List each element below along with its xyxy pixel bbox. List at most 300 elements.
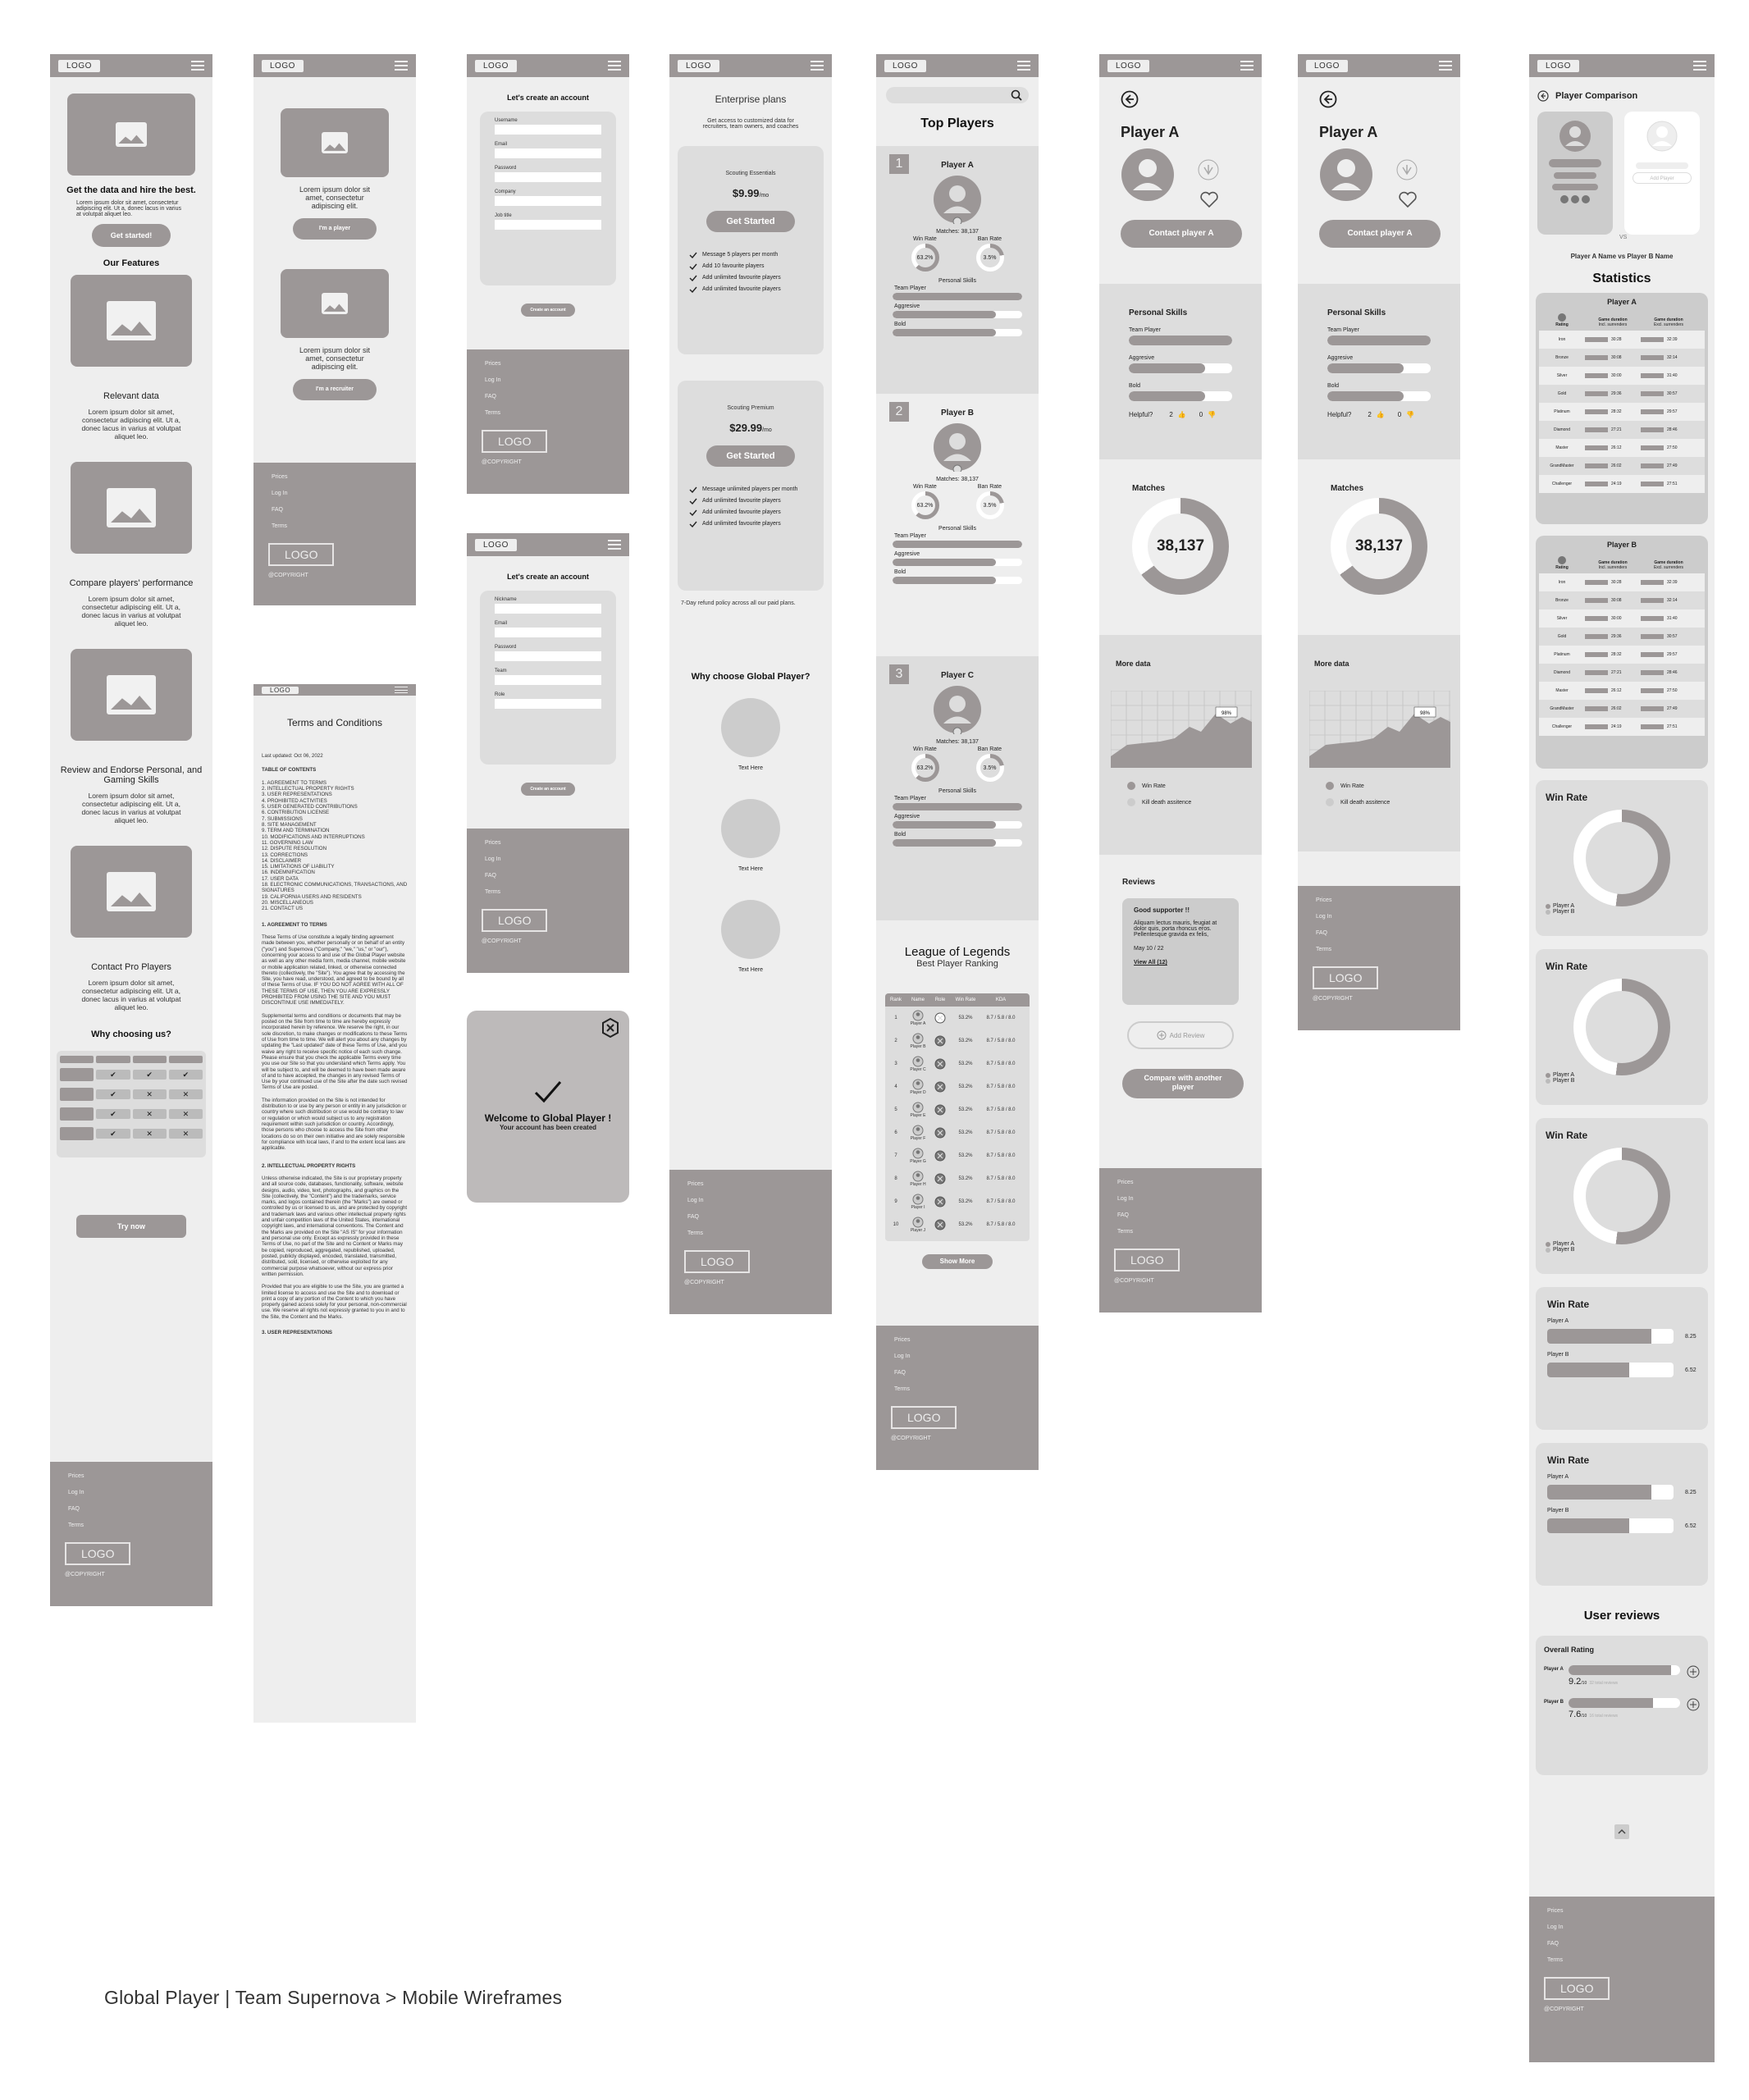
top-bar xyxy=(1529,54,1715,77)
plan-feature: Add unlimited favourite players xyxy=(702,286,781,292)
duration-incl: 30:28 xyxy=(1611,580,1622,585)
row-kda: 8.7 / 5.8 / 8.0 xyxy=(986,1153,1016,1158)
footer-link[interactable]: Prices xyxy=(687,1181,704,1187)
add-player-button[interactable]: Add Player xyxy=(1633,172,1692,184)
footer xyxy=(1529,1897,1715,2062)
stats-row xyxy=(1539,331,1705,349)
rating-bar xyxy=(1569,1665,1680,1675)
menu-icon[interactable] xyxy=(1240,61,1254,71)
logo[interactable]: LOGO xyxy=(262,60,304,72)
duration-incl: 24:19 xyxy=(1611,724,1622,729)
duration-incl: 27:21 xyxy=(1611,427,1622,432)
menu-icon[interactable] xyxy=(608,540,621,550)
plan-price: $29.99 xyxy=(729,422,763,434)
toc-item[interactable]: 14. DISCLAIMER xyxy=(262,857,302,864)
landing-frame xyxy=(50,54,212,1606)
player-name: Player A xyxy=(941,161,974,170)
footer-link[interactable]: Prices xyxy=(272,474,288,480)
toc-item[interactable]: 5. USER GENERATED CONTRIBUTIONS xyxy=(262,804,358,810)
bar-label: Player B xyxy=(1547,1508,1569,1513)
rating-player: Player B xyxy=(1544,1700,1564,1705)
skill-bar xyxy=(893,577,1022,584)
field-label: Nickname xyxy=(495,597,517,602)
helpful-down-count: 0 xyxy=(1199,411,1203,418)
toc-list xyxy=(262,780,408,912)
tier-label: Silver xyxy=(1556,616,1568,621)
logo[interactable]: LOGO xyxy=(475,60,517,72)
footer-logo[interactable]: LOGO xyxy=(482,909,547,932)
tier-label: Platinum xyxy=(1554,652,1570,657)
menu-icon[interactable] xyxy=(395,61,408,71)
text-input[interactable] xyxy=(495,628,601,637)
contact-player-button[interactable]: Contact player A xyxy=(1319,220,1441,248)
footer xyxy=(253,463,416,605)
skill-bar xyxy=(1129,363,1232,373)
section-title: 1. AGREEMENT TO TERMS xyxy=(262,921,327,928)
stats-row xyxy=(1539,475,1705,493)
row-name: Player F xyxy=(910,1136,926,1141)
skills-title: Personal Skills xyxy=(1129,308,1188,317)
table-row[interactable] xyxy=(885,1029,1030,1052)
stats-row xyxy=(1539,609,1705,628)
tier-label: Challenger xyxy=(1551,724,1573,729)
footer-link[interactable]: Terms xyxy=(1316,947,1332,952)
helpful-label: Helpful? xyxy=(1327,411,1352,418)
duration-excl: 32:14 xyxy=(1667,598,1678,603)
top-title: Top Players xyxy=(920,116,994,130)
footer-logo[interactable]: LOGO xyxy=(268,543,334,566)
menu-icon[interactable] xyxy=(608,61,621,71)
tier-label: Iron xyxy=(1558,580,1566,585)
plan-price: $9.99 xyxy=(732,187,760,199)
legend-item: Player A xyxy=(1553,1072,1575,1078)
win-rate-label: Win Rate xyxy=(913,484,937,490)
footer-link[interactable]: FAQ xyxy=(1547,1941,1559,1947)
toc-item[interactable]: 15. LIMITATIONS OF LIABILITY xyxy=(262,864,335,870)
plans-title: Enterprise plans xyxy=(715,94,787,105)
tier-label: Iron xyxy=(1558,337,1566,342)
rating-player: Player A xyxy=(1544,1667,1564,1672)
enterprise-frame xyxy=(669,54,832,1314)
legend-item: Player A xyxy=(1553,903,1575,909)
plan-feature: Add unlimited favourite players xyxy=(702,275,781,281)
toc-item[interactable]: 13. CORRECTIONS xyxy=(262,851,308,858)
footer-link[interactable]: Prices xyxy=(1547,1908,1564,1914)
role-icon xyxy=(929,1058,951,1070)
recruiter-text: Lorem ipsum dolor sit amet, consectetur adipiscing elit. xyxy=(299,346,371,371)
stats-row xyxy=(1539,367,1705,385)
table-row[interactable] xyxy=(885,1167,1030,1190)
signup-player-frame xyxy=(467,533,629,973)
footer-link[interactable]: Terms xyxy=(687,1230,704,1236)
row-player xyxy=(906,1194,929,1210)
toc-item[interactable]: 12. DISPUTE RESOLUTION xyxy=(262,846,327,852)
skill-label: Team Player xyxy=(894,796,926,801)
row-rank: 7 xyxy=(894,1153,897,1158)
feature-text: Lorem ipsum dolor sit amet, consectetur adipiscing elit. Ut a, donec lacus in varius at volutpat aliquet leo. xyxy=(81,595,181,628)
logo[interactable]: LOGO xyxy=(1306,60,1348,72)
user-reviews-title: User reviews xyxy=(1583,1609,1660,1623)
footer-link[interactable]: Prices xyxy=(1316,897,1332,903)
text-input[interactable] xyxy=(495,604,601,614)
duration-excl: 32:39 xyxy=(1667,337,1678,342)
league-sub: Best Player Ranking xyxy=(916,959,998,969)
toc-item[interactable]: 8. SITE MANAGEMENT xyxy=(262,821,317,828)
footer-link[interactable]: Terms xyxy=(894,1386,911,1392)
avatar-icon xyxy=(912,1033,924,1044)
back-icon[interactable] xyxy=(1319,90,1337,108)
show-more-button[interactable]: Show More xyxy=(922,1254,993,1269)
rating-value: 7.6 xyxy=(1569,1710,1582,1719)
text-input[interactable] xyxy=(495,172,601,182)
rank-badge: 1 xyxy=(889,154,909,174)
duration-incl: 26:12 xyxy=(1611,688,1622,693)
helpful-up-count: 2 xyxy=(1368,411,1372,418)
row-kda: 8.7 / 5.8 / 8.0 xyxy=(986,1107,1016,1112)
player-button[interactable]: I'm a player xyxy=(293,218,377,240)
row-winrate: 53.2% xyxy=(958,1061,973,1066)
logo[interactable]: LOGO xyxy=(884,60,926,72)
heart-icon[interactable] xyxy=(1199,190,1219,208)
footer-link[interactable]: Terms xyxy=(68,1522,84,1528)
tier-label: Silver xyxy=(1556,373,1568,378)
stats-row xyxy=(1539,646,1705,664)
player-rank-card[interactable] xyxy=(876,146,1039,394)
check-icon xyxy=(689,509,697,516)
menu-icon[interactable] xyxy=(811,61,824,71)
plan-feature: Add unlimited favourite players xyxy=(702,498,781,504)
skills-label: Personal Skills xyxy=(938,788,976,794)
footer-link[interactable]: Prices xyxy=(68,1473,84,1479)
text-input[interactable] xyxy=(495,651,601,661)
footer-link[interactable]: FAQ xyxy=(68,1506,80,1512)
top-bar xyxy=(669,54,832,77)
menu-icon[interactable] xyxy=(1439,61,1452,71)
form-field xyxy=(495,597,601,614)
back-icon[interactable] xyxy=(1121,90,1139,108)
toc-item[interactable]: 21. CONTACT US xyxy=(262,906,303,912)
more-data-title: More data xyxy=(1314,660,1349,668)
feature-item xyxy=(50,846,212,1011)
menu-icon[interactable] xyxy=(1693,61,1706,71)
table-row[interactable] xyxy=(885,1190,1030,1213)
bar-value: 6.52 xyxy=(1685,1367,1696,1373)
footer-link[interactable]: FAQ xyxy=(894,1370,906,1376)
footer-logo[interactable]: LOGO xyxy=(1544,1977,1610,2000)
why-item-text: Text Here xyxy=(738,967,763,973)
footer-logo[interactable]: LOGO xyxy=(482,430,547,453)
board-caption: Global Player | Team Supernova > Mobile Wireframes xyxy=(104,1987,563,2008)
toc-title: TABLE OF CONTENTS xyxy=(262,767,317,774)
ban-rate-label: Ban Rate xyxy=(977,236,1002,242)
duration-incl: 26:02 xyxy=(1611,463,1622,468)
thumbs-down-icon[interactable]: 👎 xyxy=(1406,411,1415,418)
create-account-button[interactable]: Create an account xyxy=(521,783,575,796)
player-a-card[interactable] xyxy=(1537,112,1613,235)
profile-header xyxy=(1298,77,1460,284)
text-input[interactable] xyxy=(495,675,601,685)
footer-link[interactable]: Log In xyxy=(1547,1924,1564,1930)
compare-button[interactable]: Compare with another player xyxy=(1122,1069,1244,1098)
table-row[interactable] xyxy=(885,1098,1030,1121)
comparison-table-body xyxy=(60,1056,203,1140)
win-rate-label: Win Rate xyxy=(913,236,937,242)
skill-bar xyxy=(893,839,1022,847)
matches-label: Matches: 38,137 xyxy=(936,477,979,482)
footer-link[interactable]: FAQ xyxy=(485,394,497,399)
why-item xyxy=(669,900,832,973)
matches-label: Matches: 38,137 xyxy=(936,229,979,235)
toc-item[interactable]: 18. ELECTRONIC COMMUNICATIONS, TRANSACTIONS, AND SIGNATURES xyxy=(262,882,408,894)
avatar-icon xyxy=(912,1171,924,1182)
duration-incl: 29:36 xyxy=(1611,391,1622,396)
get-started-button[interactable]: Get started! xyxy=(92,224,171,247)
feature-text: Lorem ipsum dolor sit amet, consectetur adipiscing elit. Ut a, donec lacus in varius at volutpat aliquet leo. xyxy=(81,979,181,1011)
get-started-button[interactable]: Get Started xyxy=(706,445,795,467)
player-name: Player A xyxy=(1121,124,1180,140)
area-chart xyxy=(1111,691,1252,768)
footer-link[interactable]: Log In xyxy=(1316,914,1332,920)
plus-circle-icon[interactable] xyxy=(1687,1698,1700,1711)
winrate-bar-card xyxy=(1536,1443,1708,1586)
thumbs-up-icon[interactable]: 👍 xyxy=(1376,411,1385,418)
tier-label: Challenger xyxy=(1551,482,1573,486)
why-title: Why choose Global Player? xyxy=(691,672,811,682)
plans-list xyxy=(669,146,832,591)
plan-period: /mo xyxy=(759,193,769,199)
toc-item[interactable]: 16. INDEMNIFICATION xyxy=(262,870,315,876)
overall-rating-card xyxy=(1536,1636,1708,1775)
cross-icon: ✕ xyxy=(133,1109,167,1119)
add-player-card[interactable] xyxy=(1624,112,1700,235)
footer-link[interactable]: Terms xyxy=(1117,1229,1134,1235)
table-row[interactable] xyxy=(885,1052,1030,1075)
helpful-down-count: 0 xyxy=(1397,411,1402,418)
contact-player-button[interactable]: Contact player A xyxy=(1121,220,1242,248)
top-bar xyxy=(1099,54,1262,77)
create-account-button[interactable]: Create an account xyxy=(521,304,575,317)
footer-link[interactable]: Log In xyxy=(687,1198,704,1203)
copyright: @COPYRIGHT xyxy=(1544,2006,1584,2012)
plus-circle-icon[interactable] xyxy=(1687,1665,1700,1678)
ranking-header xyxy=(885,993,1030,1007)
matches-label: Matches: 38,137 xyxy=(936,739,979,745)
matches-donut xyxy=(1331,498,1427,595)
footer-link[interactable]: Log In xyxy=(1117,1196,1134,1202)
duration-excl: 32:14 xyxy=(1667,355,1678,360)
skill-label: Bold xyxy=(894,832,906,838)
reviews-title: Reviews xyxy=(1122,878,1156,887)
text-input[interactable] xyxy=(495,125,601,135)
toc-item[interactable]: 9. TERM AND TERMINATION xyxy=(262,828,330,834)
logo[interactable]: LOGO xyxy=(1107,60,1149,72)
row-player xyxy=(906,1079,929,1095)
footer-link[interactable]: Log In xyxy=(68,1490,84,1495)
skill-bar xyxy=(1129,336,1232,345)
footer-link[interactable]: Terms xyxy=(485,410,501,416)
role-icon xyxy=(929,1035,951,1047)
legend-item: Kill death assitence xyxy=(1142,799,1192,806)
scroll-top-icon[interactable] xyxy=(1614,1824,1629,1839)
footer-link[interactable]: Log In xyxy=(894,1354,911,1359)
top-bar xyxy=(467,533,629,556)
back-icon[interactable] xyxy=(1537,90,1549,102)
toc-item[interactable]: 11. GOVERNING LAW xyxy=(262,839,313,846)
text-input[interactable] xyxy=(495,699,601,709)
duration-incl: 30:00 xyxy=(1611,373,1622,378)
logo[interactable]: LOGO xyxy=(1537,60,1579,72)
top-bar xyxy=(876,54,1039,77)
table-row[interactable] xyxy=(885,1007,1030,1029)
footer-link[interactable]: Log In xyxy=(272,491,288,496)
toc-item[interactable]: 19. CALIFORNIA USERS AND RESIDENTS xyxy=(262,893,362,900)
toc-item[interactable]: 7. SUBMISSIONS xyxy=(262,815,303,822)
tier-label: Gold xyxy=(1557,391,1567,396)
row-name: Player D xyxy=(910,1090,926,1095)
row-kda: 8.7 / 5.8 / 8.0 xyxy=(986,1222,1016,1227)
player-profile-frame xyxy=(1099,54,1262,1312)
logo[interactable]: LOGO xyxy=(262,687,299,694)
winrate-title: Win Rate xyxy=(1547,1299,1590,1310)
add-review-button[interactable] xyxy=(1127,1021,1234,1049)
col-header: Game duration xyxy=(1598,317,1628,322)
matches-title: Matches xyxy=(1132,484,1166,493)
player-rank-card[interactable] xyxy=(876,394,1039,656)
close-icon[interactable] xyxy=(600,1017,621,1039)
why-item xyxy=(669,799,832,872)
footer-link[interactable]: Prices xyxy=(1117,1180,1134,1185)
footer-link[interactable]: Prices xyxy=(485,361,501,367)
stats-row xyxy=(1539,718,1705,736)
field-label: Job title xyxy=(495,213,512,218)
endorse-icon[interactable] xyxy=(1198,159,1219,180)
row-kda: 8.7 / 5.8 / 8.0 xyxy=(986,1084,1016,1089)
hero-text: Lorem ipsum dolor sit amet, consectetur adipiscing elit. Ut a, donec lacus in varius at volutpat aliquet leo. xyxy=(76,200,182,217)
role-icon xyxy=(929,1104,951,1116)
menu-icon[interactable] xyxy=(191,61,204,71)
table-row[interactable] xyxy=(885,1075,1030,1098)
footer-link[interactable]: Terms xyxy=(485,889,501,895)
skill-label: Team Player xyxy=(894,533,926,539)
footer-logo[interactable]: LOGO xyxy=(1313,966,1378,989)
footer-link[interactable]: FAQ xyxy=(1316,930,1328,936)
text-input[interactable] xyxy=(495,220,601,230)
comparison-frame xyxy=(1529,54,1715,2062)
heart-icon[interactable] xyxy=(1398,190,1418,208)
logo[interactable]: LOGO xyxy=(58,60,100,72)
thumbs-down-icon[interactable]: 👎 xyxy=(1208,411,1217,418)
features-list xyxy=(50,275,212,1011)
avatar-icon xyxy=(912,1079,924,1090)
skill-label: Team Player xyxy=(894,285,926,291)
endorse-icon[interactable] xyxy=(1396,159,1418,180)
why-title: Why choosing us? xyxy=(91,1029,171,1039)
footer-link[interactable]: Prices xyxy=(894,1337,911,1343)
logo[interactable]: LOGO xyxy=(475,539,517,551)
try-now-button[interactable]: Try now xyxy=(76,1215,186,1238)
skill-label: Aggresive xyxy=(894,551,920,557)
toc-item[interactable]: 3. USER REPRESENTATIONS xyxy=(262,792,332,798)
toc-item[interactable]: 2. INTELLECTUAL PROPERTY RIGHTS xyxy=(262,786,354,792)
last-updated: Last updated: Oct 06, 2022 xyxy=(262,753,323,760)
footer-link[interactable]: FAQ xyxy=(272,507,284,513)
get-started-button[interactable]: Get Started xyxy=(706,211,795,232)
skills-label: Personal Skills xyxy=(938,526,976,532)
footer-link[interactable]: FAQ xyxy=(485,873,497,879)
winrate-bar-card xyxy=(1536,1287,1708,1430)
copyright: @COPYRIGHT xyxy=(684,1280,724,1285)
paragraph: These Terms of Use constitute a legally binding agreement made between you, whether personally or on behalf of an entity ("you") and Supernova ("Company," "we," "us," or "our"), concerning your access to and use of the Global Player website as well as any other media form, media channel, mobile website or mobile application related, linked, or otherwise connected thereto (collectively, the "Site"). You agree that by accessing the Site, you have read, understood, and agreed to be bound by all of these Terms of Use. IF YOU DO NOT AGREE WITH ALL OF THESE TERMS OF USE, THEN YOU ARE EXPRESSLY PROHIBITED FROM USING THE SITE AND YOU MUST DISCONTINUE USE IMMEDIATELY. xyxy=(262,934,406,1007)
feature-text: Lorem ipsum dolor sit amet, consectetur adipiscing elit. Ut a, donec lacus in varius at volutpat aliquet leo. xyxy=(81,408,181,441)
footer-logo[interactable]: LOGO xyxy=(65,1542,130,1565)
toc-item[interactable]: 10. MODIFICATIONS AND INTERRUPTIONS xyxy=(262,833,365,840)
toc-item[interactable]: 4. PROHIBITED ACTIVITIES xyxy=(262,797,327,804)
win-rate-ring: 63.2% xyxy=(911,754,939,782)
row-name: Player E xyxy=(910,1113,926,1118)
winrate-bar xyxy=(1547,1363,1674,1377)
cross-icon: ✕ xyxy=(169,1109,203,1119)
signup-title: Let's create an account xyxy=(507,94,589,102)
footer-logo[interactable]: LOGO xyxy=(1114,1249,1180,1271)
thumbs-up-icon[interactable]: 👍 xyxy=(1177,411,1186,418)
footer-link[interactable]: Log In xyxy=(485,377,501,383)
toc-item[interactable]: 1. AGREEMENT TO TERMS xyxy=(262,779,327,786)
footer-logo[interactable]: LOGO xyxy=(684,1250,750,1273)
text-input[interactable] xyxy=(495,148,601,158)
signup-form xyxy=(480,112,616,285)
view-all-link[interactable]: View All (12) xyxy=(1134,960,1167,966)
footer-link[interactable]: Prices xyxy=(485,840,501,846)
toc-item[interactable]: 6. CONTRIBUTION LICENSE xyxy=(262,810,330,816)
names-label: Player A Name vs Player B Name xyxy=(1570,253,1674,260)
footer-logo[interactable]: LOGO xyxy=(891,1406,957,1429)
col-header: Game duration xyxy=(1598,560,1628,565)
search-input[interactable] xyxy=(886,87,1029,103)
toc-item[interactable]: 20. MISCELLANEOUS xyxy=(262,900,313,906)
stats-table-title: Player B xyxy=(1606,541,1637,549)
menu-icon[interactable] xyxy=(395,687,408,693)
copyright: @COPYRIGHT xyxy=(482,938,522,944)
winrate-donut xyxy=(1573,1148,1670,1244)
toc-item[interactable]: 17. USER DATA xyxy=(262,875,299,882)
stats-row xyxy=(1539,421,1705,439)
legend-item: Player B xyxy=(1553,909,1575,915)
form-field xyxy=(495,142,601,158)
table-row[interactable] xyxy=(885,1144,1030,1167)
skills-section xyxy=(1099,284,1262,459)
text-input[interactable] xyxy=(495,196,601,206)
menu-icon[interactable] xyxy=(1017,61,1030,71)
bar-value: 8.25 xyxy=(1685,1333,1696,1340)
footer-link[interactable]: Log In xyxy=(485,856,501,862)
footer-link[interactable]: Terms xyxy=(1547,1957,1564,1963)
table-row[interactable] xyxy=(885,1121,1030,1144)
table-row[interactable] xyxy=(885,1213,1030,1236)
row-rank: 5 xyxy=(894,1107,897,1112)
skill-bar xyxy=(893,329,1022,336)
footer-link[interactable]: FAQ xyxy=(687,1214,700,1220)
footer-link[interactable]: Terms xyxy=(272,523,288,529)
placeholder-circle xyxy=(721,900,780,959)
table-header: Rank xyxy=(889,998,902,1002)
logo[interactable]: LOGO xyxy=(678,60,719,72)
recruiter-button[interactable]: I'm a recruiter xyxy=(293,379,377,400)
footer-link[interactable]: FAQ xyxy=(1117,1212,1130,1218)
player-rank-card[interactable] xyxy=(876,656,1039,920)
row-rank: 6 xyxy=(894,1130,897,1135)
skill-label: Team Player xyxy=(1129,327,1161,333)
review-card[interactable] xyxy=(1122,898,1239,1005)
